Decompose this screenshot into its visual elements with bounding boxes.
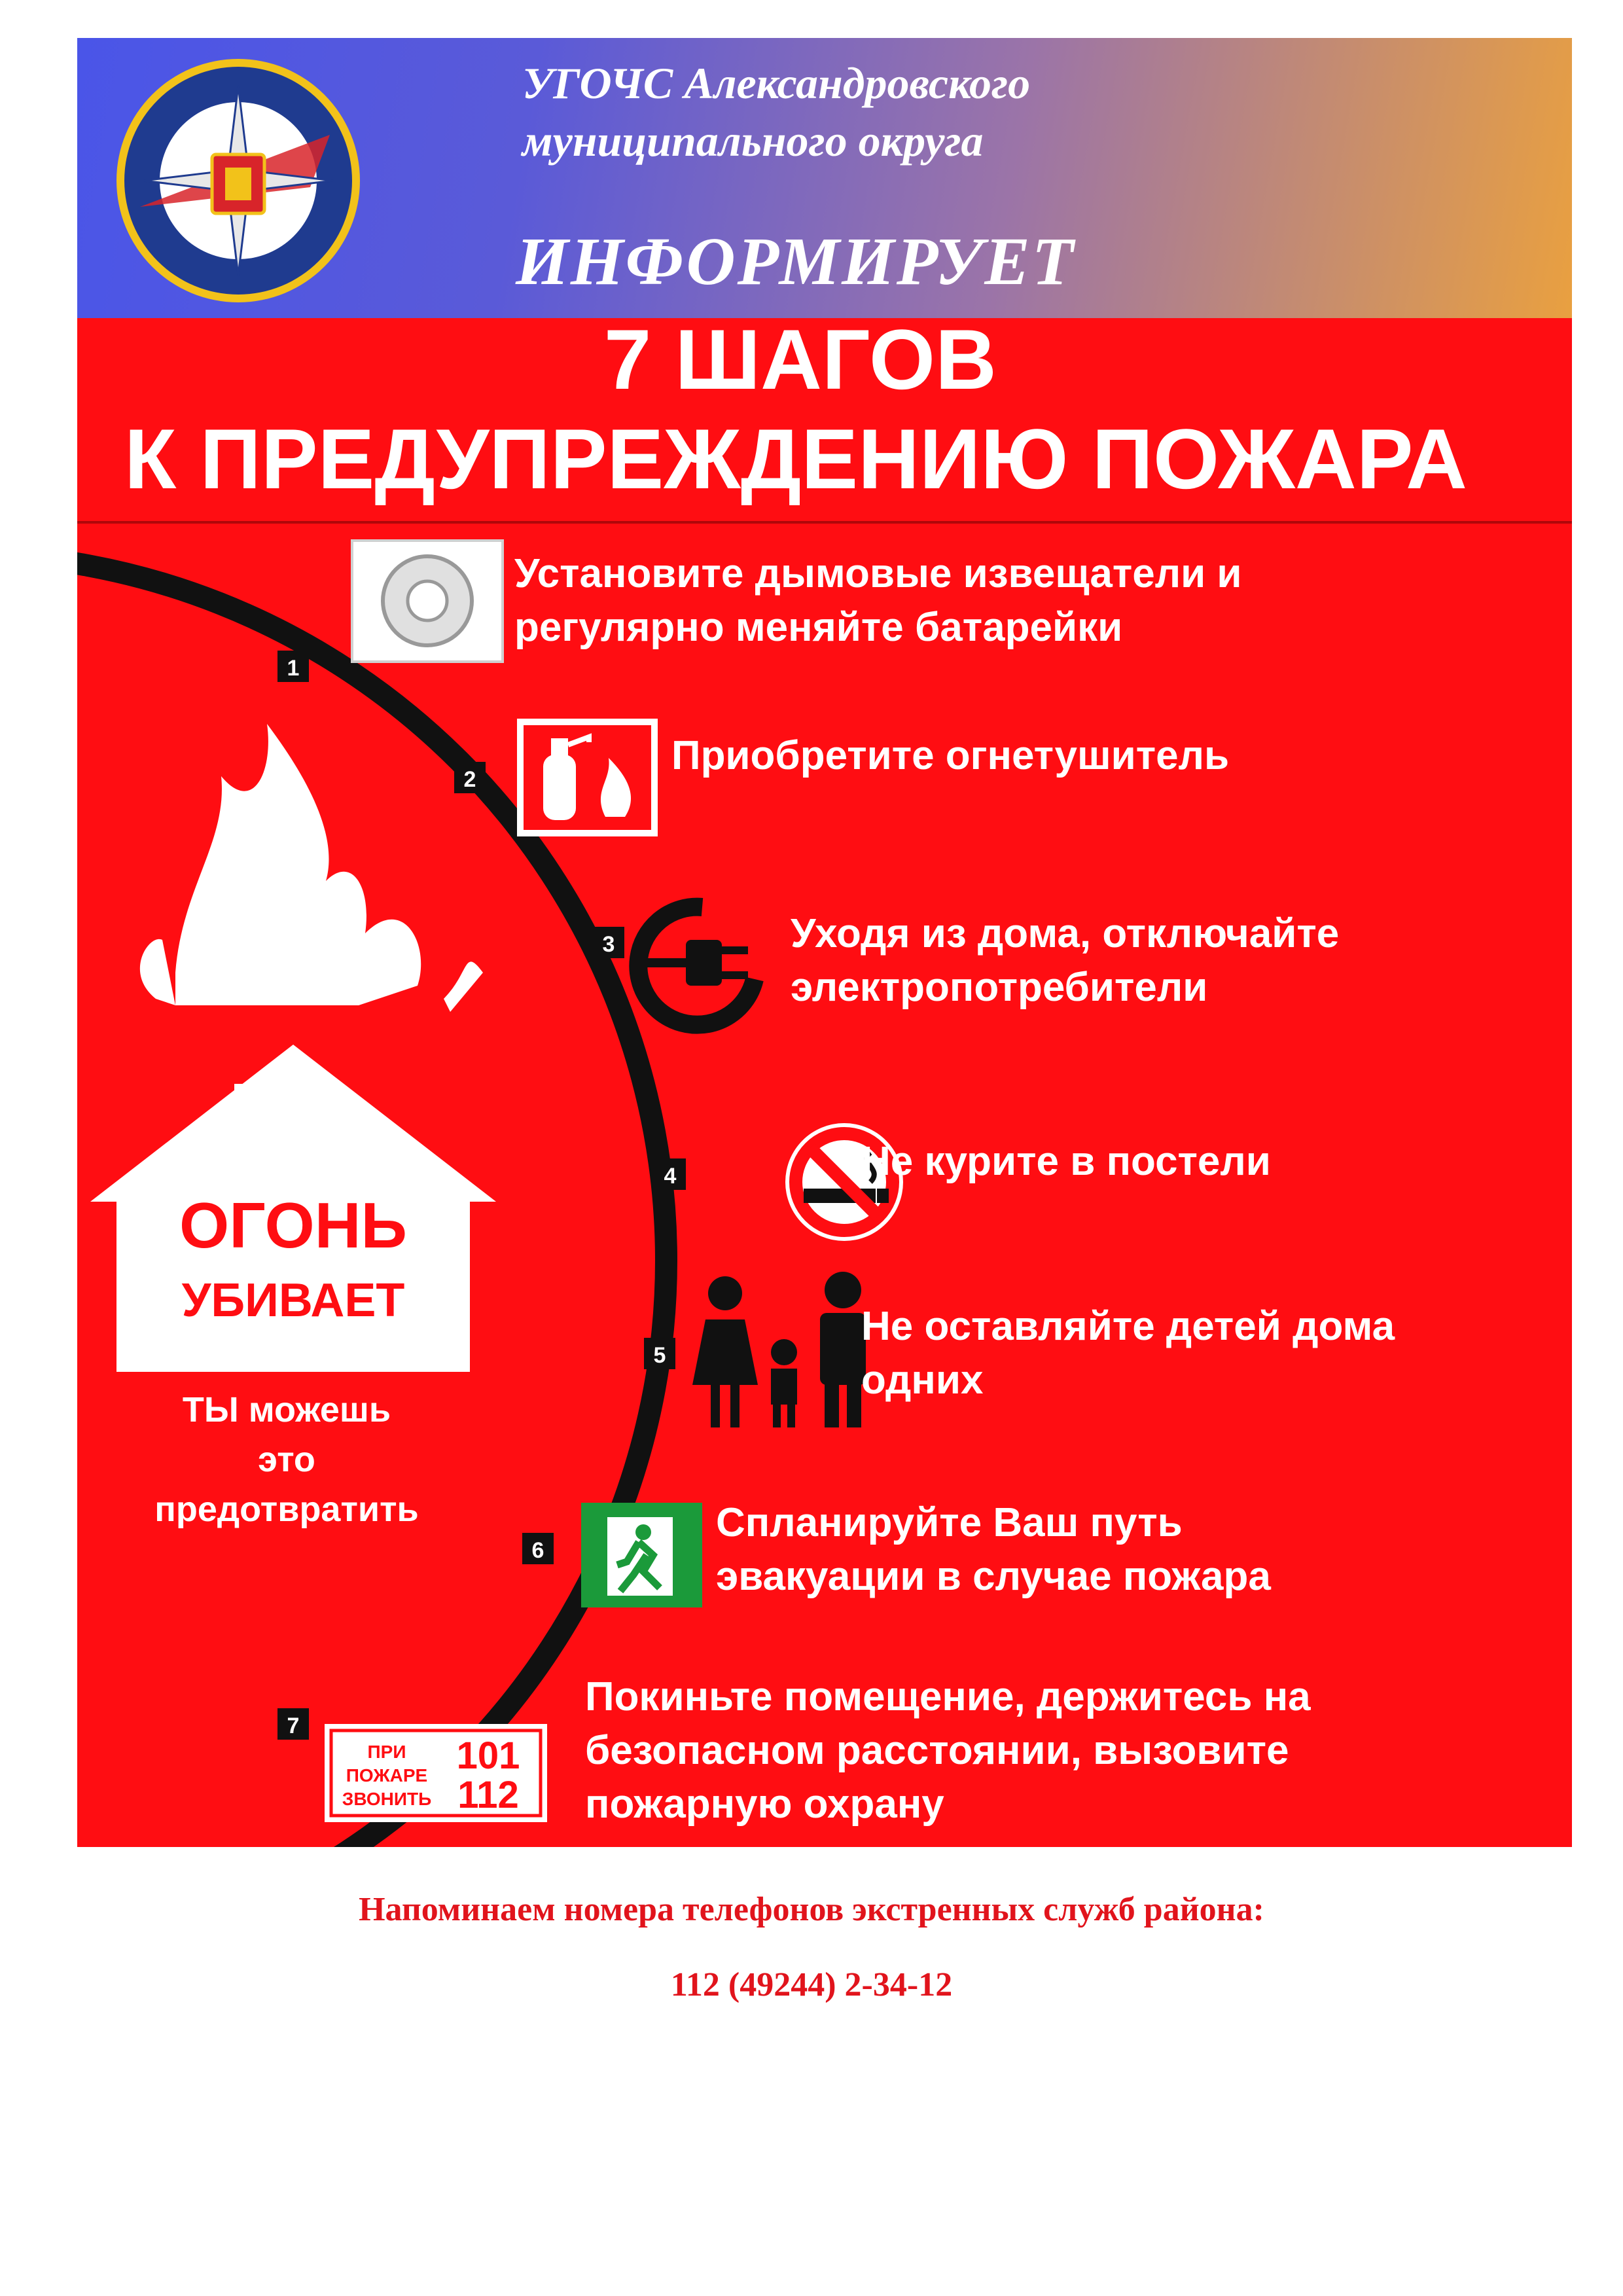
step-4-text: Не курите в постели [861,1139,1271,1184]
family-icon [692,1272,866,1427]
step-number-4: 4 [664,1164,677,1189]
step-number-2: 2 [463,767,476,792]
org-title-line2: муниципального округа [522,116,984,166]
smoke-detector-icon [352,541,503,662]
fire-extinguisher-icon [517,719,658,836]
step-6-text: Спланируйте Ваш путь эвакуации в случае пожара [716,1500,1271,1599]
emergency-phone: 112 (49244) 2-34-12 [670,1966,953,2003]
org-title-line1: УГОЧС Александровского [522,58,1031,108]
svg-text:ПРИ: ПРИ [367,1742,406,1762]
emergency-exit-icon [581,1503,702,1607]
step-number-6: 6 [531,1538,544,1563]
fire-safety-poster [77,318,1572,1847]
poster-title-line1: 7 ШАГОВ [604,318,997,407]
step-number-1: 1 [287,656,300,681]
power-plug-icon [638,907,755,1025]
emblem-seal-icon [114,56,363,305]
prevention-line2: это [258,1440,315,1479]
badge-kills-text: УБИВАЕТ [181,1274,405,1327]
step-number-7: 7 [287,1713,300,1738]
poster-title-line2: К ПРЕДУПРЕЖДЕНИЮ ПОЖАРА [124,411,1467,507]
prevention-line1: ТЫ можешь [182,1390,391,1429]
step-number-5: 5 [653,1343,666,1368]
svg-text:ЗВОНИТЬ: ЗВОНИТЬ [342,1789,432,1809]
svg-text:101: 101 [456,1734,520,1777]
svg-text:ПОЖАРЕ: ПОЖАРЕ [346,1765,428,1785]
emergency-reminder: Напоминаем номера телефонов экстренных служб района: [359,1891,1264,1928]
badge-fire-text: ОГОНЬ [179,1189,407,1261]
step-2-text: Приобретите огнетушитель [671,733,1230,778]
prevention-line3: предотвратить [154,1490,419,1529]
emergency-call-sign-icon [325,1724,547,1822]
informs-heading: ИНФОРМИРУЕТ [516,224,1076,299]
step-number-3: 3 [602,932,615,957]
header-banner [77,38,1572,318]
step-1-text: Установите дымовые извещатели и регулярно меняйте батарейки [514,551,1242,650]
step-3-text: Уходя из дома, отключайте электропотребители [791,911,1340,1010]
step-7-text: Покиньте помещение, держитесь на безопасном расстоянии, вызовите пожарную охрану [585,1674,1311,1827]
step-5-text: Не оставляйте детей дома одних [861,1304,1395,1403]
svg-text:112: 112 [457,1774,519,1816]
